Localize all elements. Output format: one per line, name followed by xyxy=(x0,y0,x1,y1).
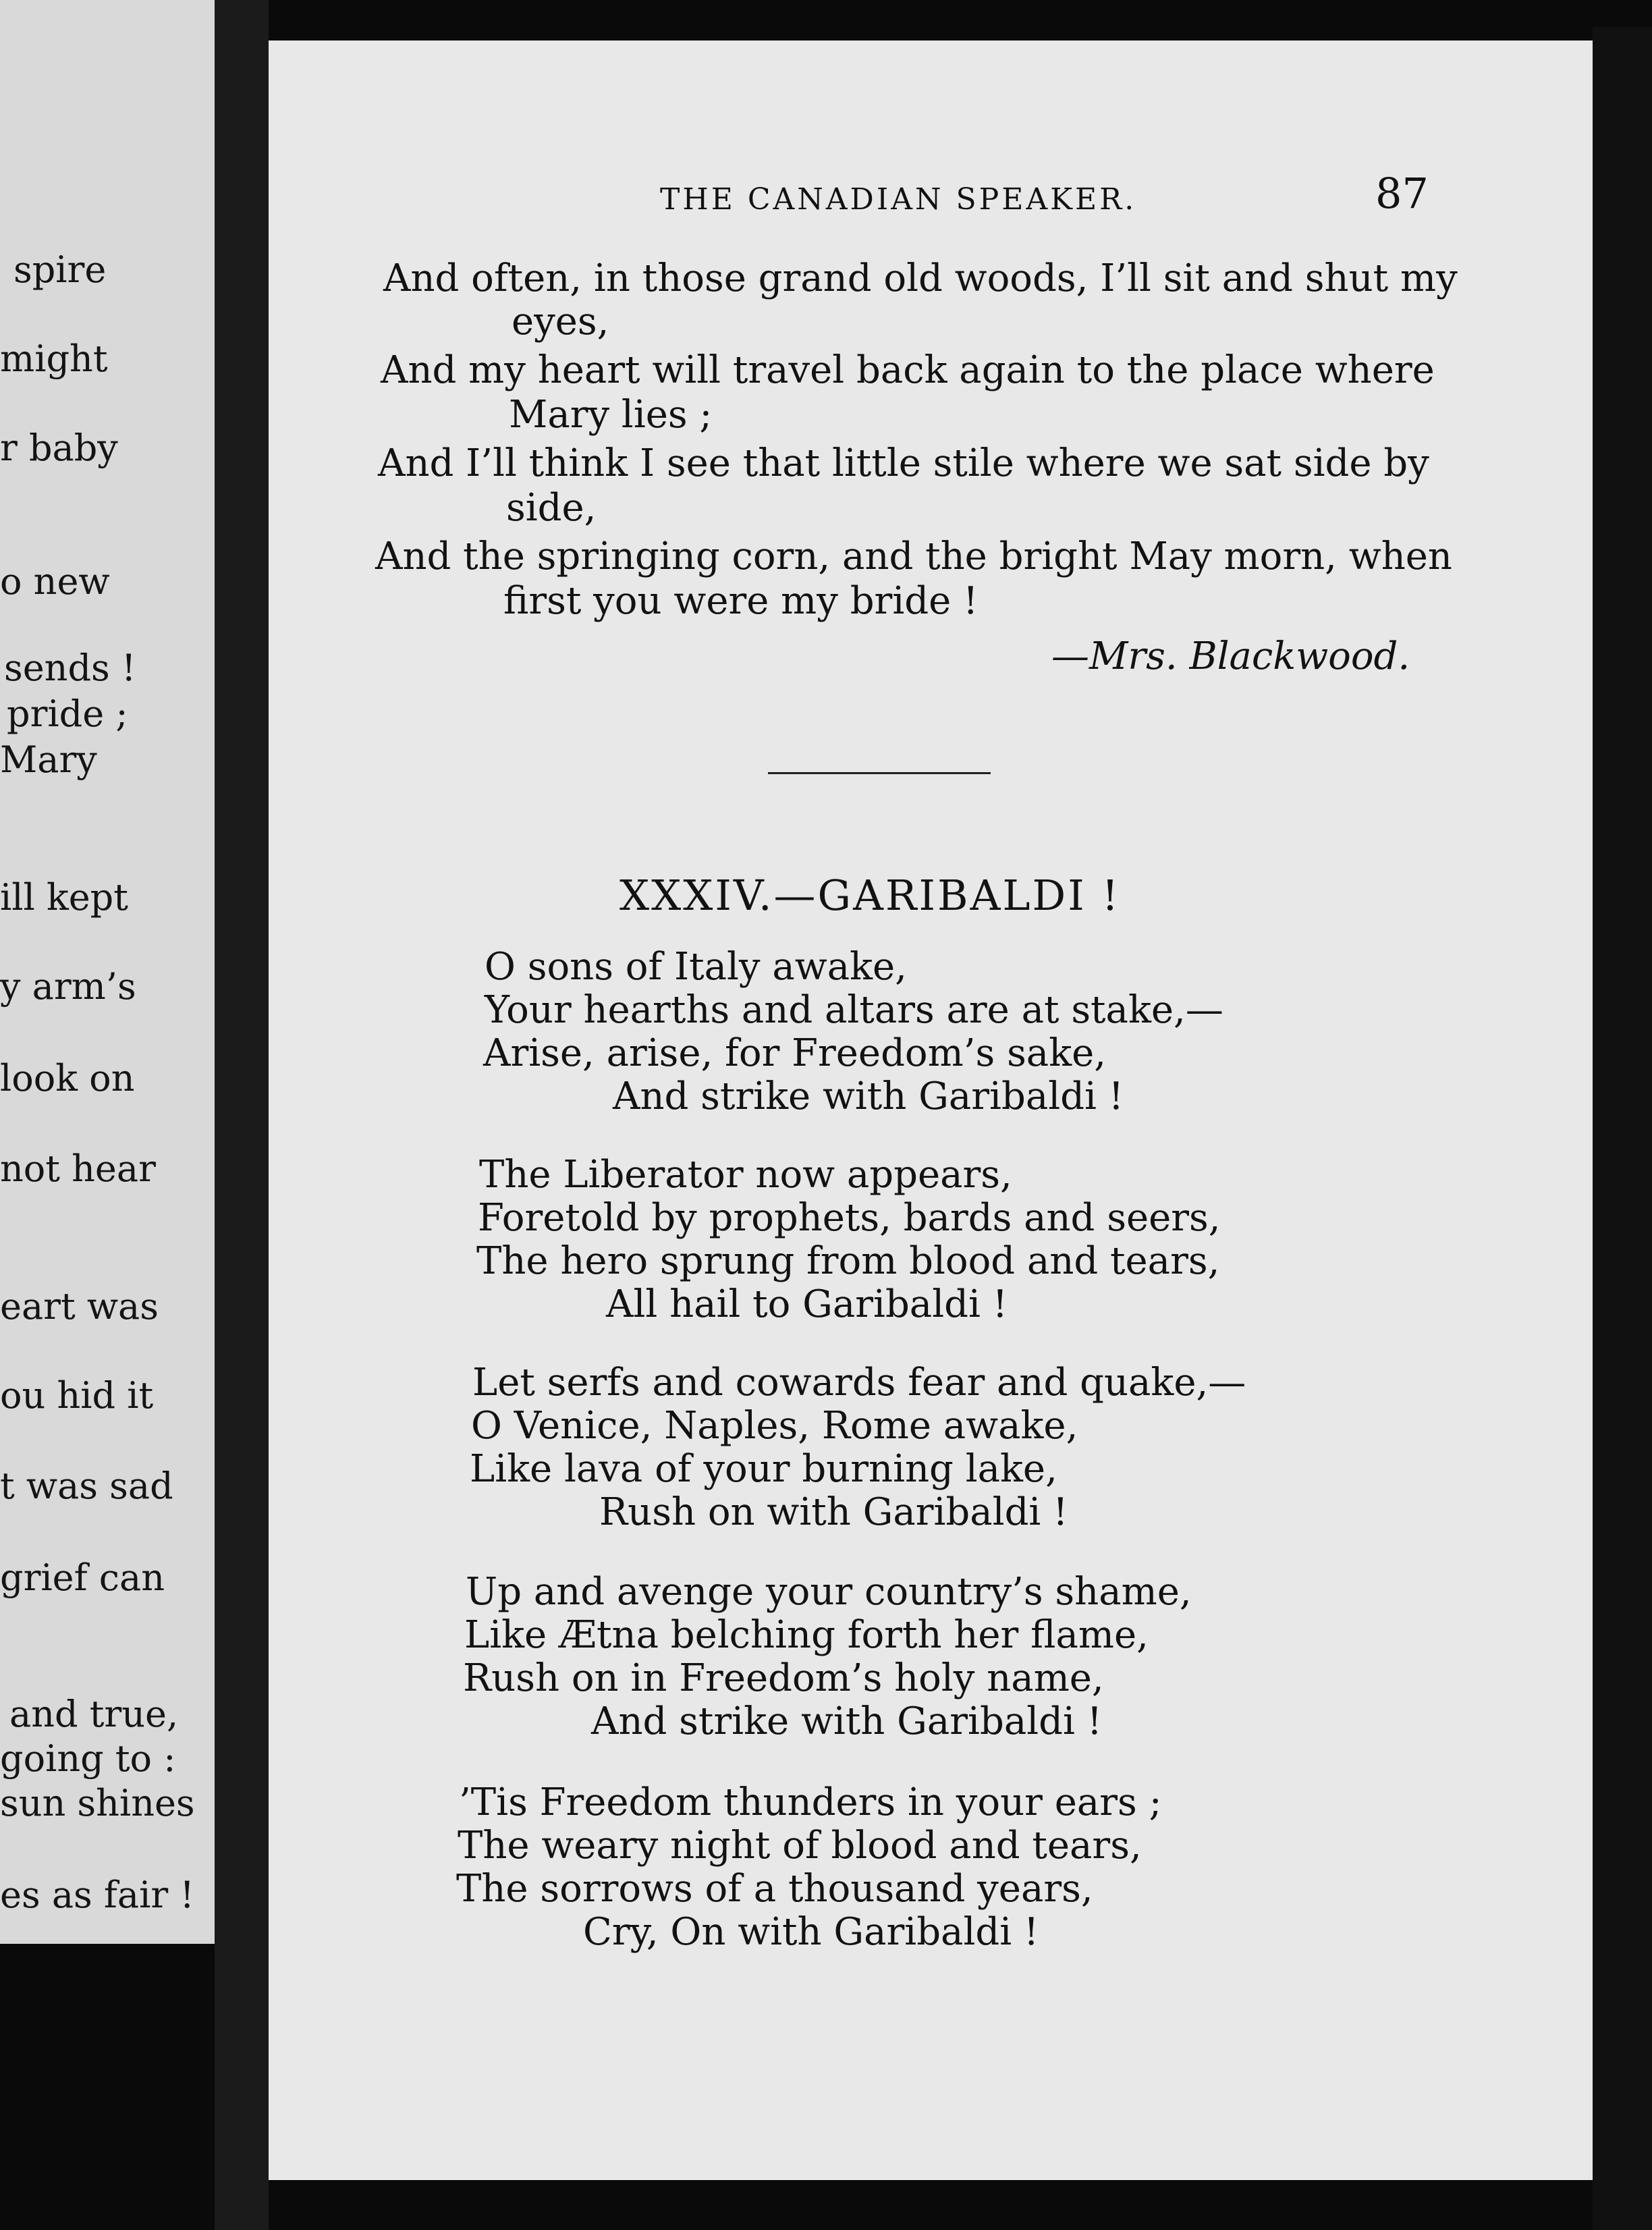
book-page xyxy=(269,40,1593,2180)
stanza-line: Rush on in Freedom’s holy name, xyxy=(463,1656,1104,1700)
poem-line: eyes, xyxy=(512,300,609,344)
left-page-fragment: sun shines xyxy=(0,1782,195,1824)
stanza-line: And strike with Garibaldi ! xyxy=(591,1699,1103,1743)
left-page-fragment: not hear xyxy=(0,1147,156,1190)
left-page-fragment: spire xyxy=(13,248,107,291)
section-title: XXXIV.—GARIBALDI ! xyxy=(620,871,1121,920)
stanza-line: Rush on with Garibaldi ! xyxy=(599,1490,1068,1534)
left-page-fragment: grief can xyxy=(0,1556,165,1599)
stanza-line: All hail to Garibaldi ! xyxy=(606,1282,1008,1326)
page-number: 87 xyxy=(1375,169,1429,218)
left-page-fragment: r baby xyxy=(0,427,118,469)
stanza-line: ’Tis Freedom thunders in your ears ; xyxy=(459,1780,1162,1824)
poem-line: first you were my bride ! xyxy=(503,579,979,623)
stanza-line: The weary night of blood and tears, xyxy=(458,1824,1142,1868)
left-page-fragment: es as fair ! xyxy=(0,1874,195,1916)
stanza-line: Your hearths and altars are at stake,— xyxy=(485,988,1223,1032)
stanza-line: Let serfs and cowards fear and quake,— xyxy=(472,1361,1246,1405)
left-page-fragment: t was sad xyxy=(0,1465,173,1507)
stanza-line: O Venice, Naples, Rome awake, xyxy=(471,1404,1078,1448)
left-page-fragment: pride ; xyxy=(7,692,128,735)
stanza-line: The Liberator now appears, xyxy=(479,1153,1012,1197)
left-page-fragment: ill kept xyxy=(0,876,128,919)
left-page-fragment: y arm’s xyxy=(0,965,136,1008)
stanza-line: Like Ætna belching forth her flame, xyxy=(464,1613,1149,1657)
left-page-fragment: eart was xyxy=(0,1285,159,1328)
left-page-fragment: sends ! xyxy=(4,647,136,689)
left-page-fragment: ou hid it xyxy=(0,1374,154,1417)
poem-line: side, xyxy=(506,486,597,530)
section-divider xyxy=(768,772,991,774)
stanza-line: Foretold by prophets, bards and seers, xyxy=(478,1196,1221,1240)
book-gutter xyxy=(215,0,269,2230)
stanza-line: The sorrows of a thousand years, xyxy=(456,1867,1093,1911)
left-page-fragment: going to : xyxy=(0,1737,176,1780)
stanza-line: Up and avenge your country’s shame, xyxy=(466,1570,1192,1614)
book-edge xyxy=(1593,27,1652,2230)
poem-line: And often, in those grand old woods, I’ll sit and shut my xyxy=(383,256,1458,300)
poem-line: And my heart will travel back again to the place where xyxy=(381,348,1435,392)
stanza-line: Arise, arise, for Freedom’s sake, xyxy=(483,1031,1107,1075)
running-header: THE CANADIAN SPEAKER. xyxy=(660,182,1137,217)
poem-line: Mary lies ; xyxy=(509,393,713,437)
left-page-fragment: and true, xyxy=(9,1693,179,1735)
poem-line: And the springing corn, and the bright May morn, when xyxy=(375,535,1452,578)
stanza-line: Cry, On with Garibaldi ! xyxy=(583,1910,1039,1954)
left-page-fragment: might xyxy=(0,337,108,380)
previous-page-edge xyxy=(0,0,215,1944)
left-page-fragment: o new xyxy=(0,560,110,603)
poem-line: And I’ll think I see that little stile where we sat side by xyxy=(378,441,1429,485)
stanza-line: Like lava of your burning lake, xyxy=(470,1447,1057,1491)
left-page-fragment: look on xyxy=(0,1057,135,1099)
stanza-line: O sons of Italy awake, xyxy=(485,945,907,989)
attribution: —Mrs. Blackwood. xyxy=(1051,634,1410,678)
stanza-line: And strike with Garibaldi ! xyxy=(613,1075,1124,1118)
stanza-line: The hero sprung from blood and tears, xyxy=(476,1239,1220,1283)
left-page-fragment: Mary xyxy=(0,738,97,781)
